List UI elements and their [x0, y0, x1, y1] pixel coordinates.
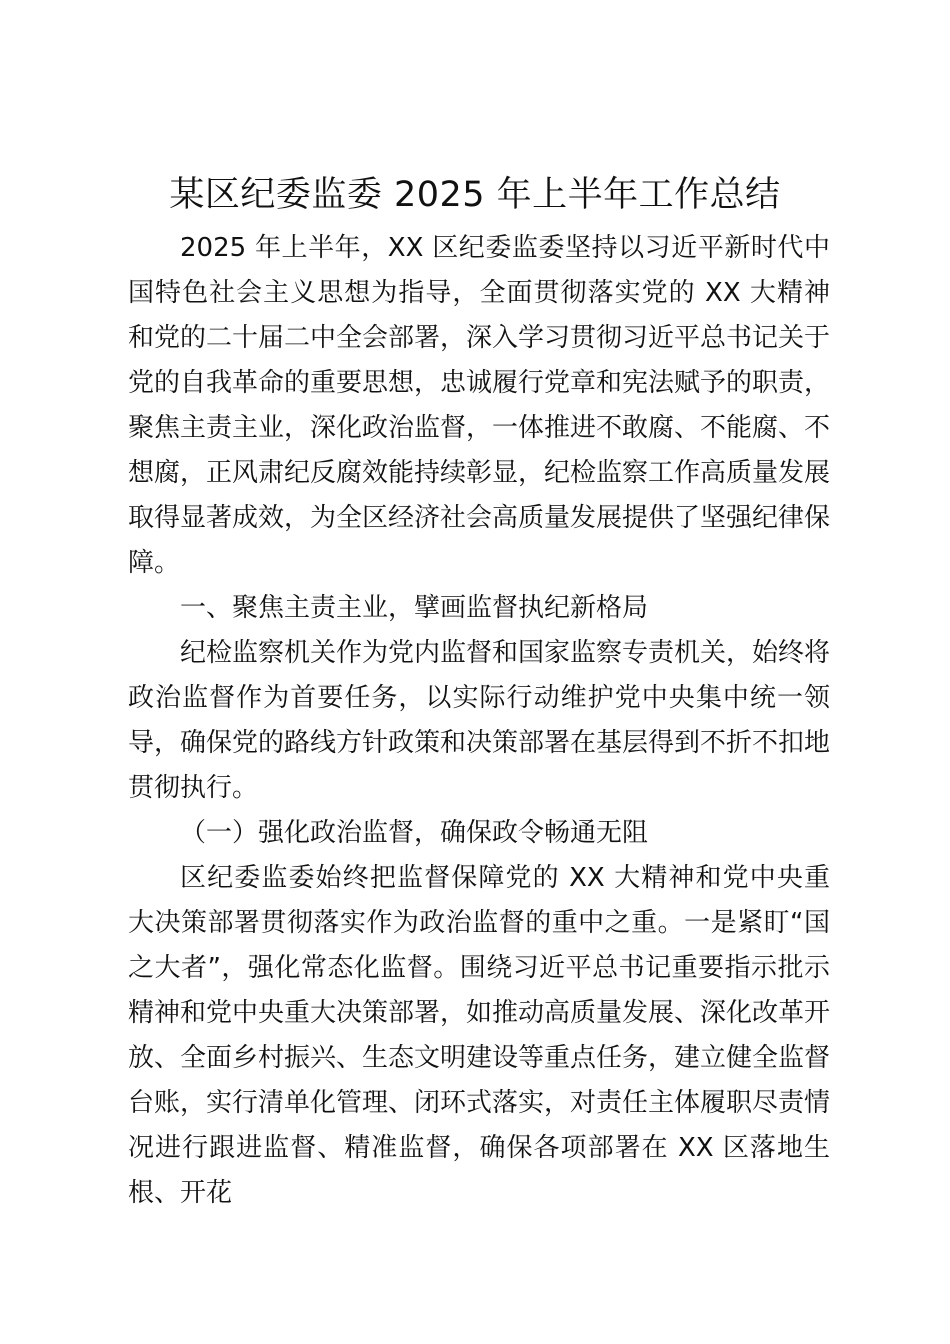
section-1-paragraph: 纪检监察机关作为党内监督和国家监察专责机关，始终将政治监督作为首要任务，以实际行动维护党中央集中统一领导，确保党的路线方针政策和决策部署在基层得到不折不扣地贯彻执行。 — [128, 638, 831, 803]
intro-paragraph: 2025 年上半年，XX 区纪委监委坚持以习近平新时代中国特色社会主义思想为指导，全面贯彻落实党的 XX 大精神和党的二十届二中全会部署，深入学习贯彻习近平总书记关于党的自我革命的重要思想，忠诚履行党章和宪法赋予的职责，聚焦主责主业，深化政治监督，一体推进不敢腐、不能腐、不想腐，正风肃纪反腐效能持续彰显，纪检监察工作高质量发展取得显著成效，为全区经济社会高质量发展提供了坚强纪律保障。 — [128, 233, 831, 578]
document-title: 某区纪委监委 2025 年上半年工作总结 — [169, 175, 781, 215]
subsection-1-paragraph: 区纪委监委始终把监督保障党的 XX 大精神和党中央重大决策部署贯彻落实作为政治监督的重中之重。一是紧盯“国之大者”，强化常态化监督。围绕习近平总书记重要指示批示精神和党中央重大决策部署，如推动高质量发展、深化改革开放、全面乡村振兴、生态文明建设等重点任务，建立健全监督台账，实行清单化管理、闭环式落实，对责任主体履职尽责情况进行跟进监督、精准监督，确保各项部署在 XX 区落地生根、开花 — [128, 863, 831, 1208]
subsection-heading-1: （一）强化政治监督，确保政令畅通无阻 — [180, 818, 649, 848]
document-body — [128, 226, 830, 1216]
section-heading-1: 一、聚焦主责主业，擘画监督执纪新格局 — [180, 593, 649, 623]
